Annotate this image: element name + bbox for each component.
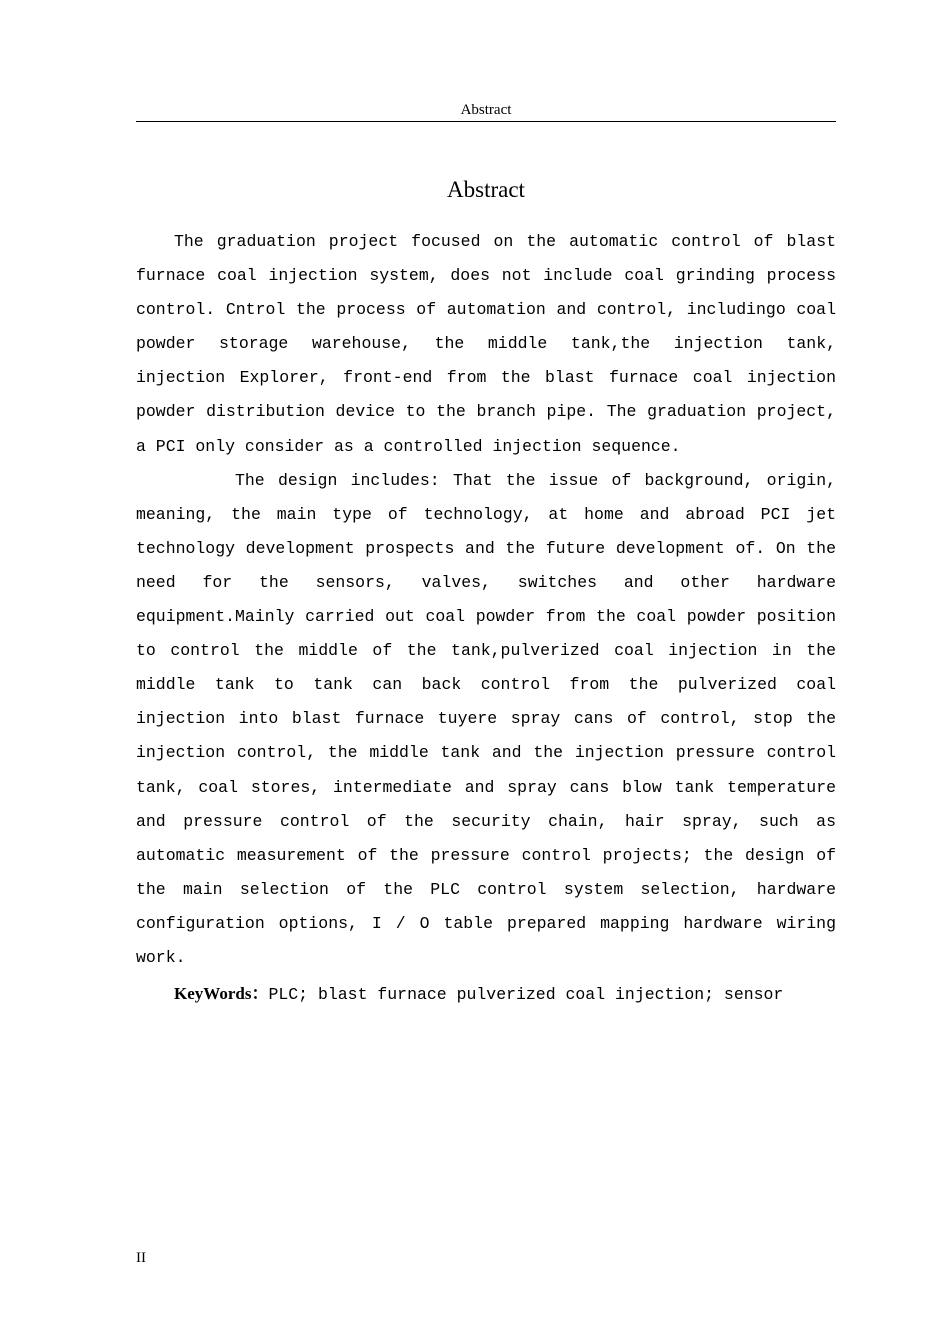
abstract-paragraph-2: The design includes: That the issue of background, origin, meaning, the main type of technology, at home and abroad PCI jet technology development prospects and the future development of. On the need for the sensors, valves, switches and other hardware equipment.Mainly carried out coal powder from the coal powder position to control the middle of the tank,pulverized coal injection in the middle tank to tank can back control from the pulverized coal injection into blast furnace tuyere spray cans of control, stop the injection control, the middle tank and the injection pressure control tank, coal stores, intermediate and spray cans blow tank temperature and pressure control of the security chain, hair spray, such as automatic measurement of the pressure control projects; the design of the main selection of the PLC control system selection, hardware configuration options, I / O table prepared mapping hardware wiring work. — [136, 470, 836, 967]
page-title: Abstract — [447, 177, 525, 202]
abstract-paragraph-1: The graduation project focused on the automatic control of blast furnace coal injection system, does not include coal grinding process control. Cntrol the process of automation and control, includingo coal powder storage warehouse, the middle tank,the injection tank, injection Explorer, front-end from the blast furnace coal injection powder distribution device to the branch pipe. The graduation project, a PCI only consider as a controlled injection sequence. — [136, 232, 836, 456]
running-header-title: Abstract — [460, 102, 512, 118]
running-header — [136, 100, 836, 122]
abstract-body — [136, 225, 836, 1012]
keywords-text: PLC; blast furnace pulverized coal injection; sensor — [268, 985, 784, 1005]
keywords-line — [136, 977, 836, 1012]
keywords-label: KeyWords： — [174, 984, 269, 1004]
page-number: II — [136, 1250, 146, 1266]
